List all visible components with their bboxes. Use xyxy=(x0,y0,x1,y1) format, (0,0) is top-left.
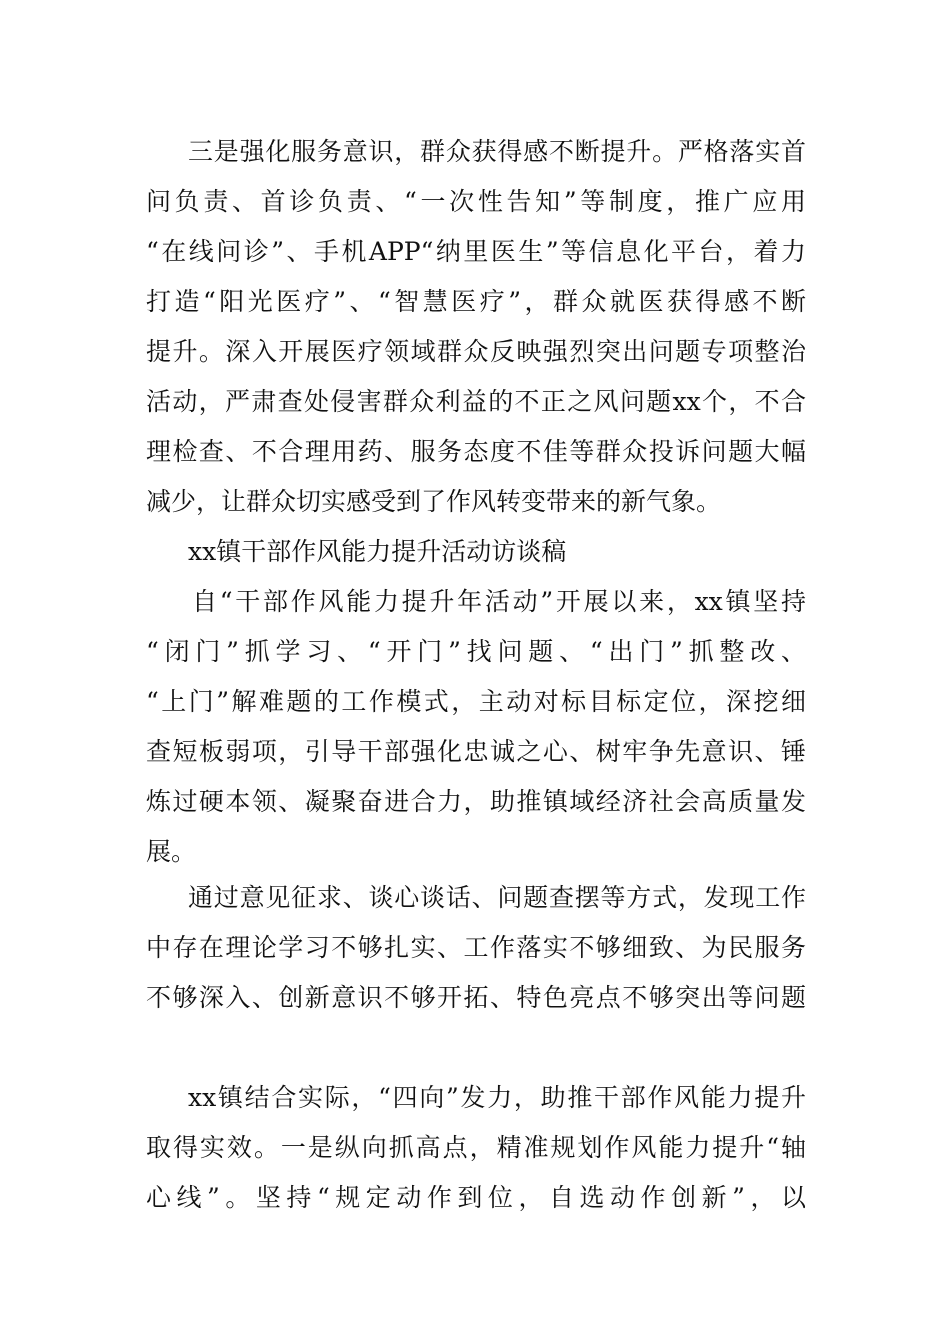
paragraph-2-line-5: 炼过硬本领、凝聚奋进合力，助推镇域经济社会高质量发 xyxy=(146,787,806,816)
paragraph-2-line-4: 查短板弱项，引导干部强化忠诚之心、树牢争先意识、锤 xyxy=(146,737,806,766)
paragraph-1-line-3: “在线问诊”、手机APP“纳里医生”等信息化平台，着力 xyxy=(146,237,806,266)
paragraph-3-line-2: 中存在理论学习不够扎实、工作落实不够细致、为民服务 xyxy=(146,933,806,962)
paragraph-1-line-7: 理检查、不合理用药、服务态度不佳等群众投诉问题大幅 xyxy=(146,437,806,466)
paragraph-1-line-5: 提升。深入开展医疗领域群众反映强烈突出问题专项整治 xyxy=(146,337,806,366)
paragraph-1-line-6: 活动，严肃查处侵害群众利益的不正之风问题xx个，不合 xyxy=(146,387,806,416)
paragraph-4-line-2: 取得实效。一是纵向抓高点，精准规划作风能力提升“轴 xyxy=(146,1133,806,1162)
paragraph-1-line-2: 问负责、首诊负责、“一次性告知”等制度，推广应用 xyxy=(146,187,806,216)
paragraph-3-line-1: 通过意见征求、谈心谈话、问题查摆等方式，发现工作 xyxy=(188,883,806,912)
paragraph-4-line-1: xx镇结合实际，“四向”发力，助推干部作风能力提升 xyxy=(188,1083,806,1112)
paragraph-1-line-1: 三是强化服务意识，群众获得感不断提升。严格落实首 xyxy=(188,137,806,166)
paragraph-2-line-1: 自“干部作风能力提升年活动”开展以来，xx镇坚持 xyxy=(192,587,806,616)
paragraph-1-line-8: 减少，让群众切实感受到了作风转变带来的新气象。 xyxy=(146,487,722,516)
paragraph-2-line-2: “闭门”抓学习、“开门”找问题、“出门”抓整改、 xyxy=(146,637,806,666)
paragraph-2-line-3: “上门”解难题的工作模式，主动对标目标定位，深挖细 xyxy=(146,687,806,716)
paragraph-4-line-3: 心线”。坚持“规定动作到位，自选动作创新”，以 xyxy=(146,1183,806,1212)
paragraph-3-line-3: 不够深入、创新意识不够开拓、特色亮点不够突出等问题 xyxy=(146,983,806,1012)
paragraph-1-line-4: 打造“阳光医疗”、“智慧医疗”，群众就医获得感不断 xyxy=(146,287,806,316)
section-heading: xx镇干部作风能力提升活动访谈稿 xyxy=(188,537,567,566)
paragraph-2-line-6: 展。 xyxy=(146,837,197,866)
